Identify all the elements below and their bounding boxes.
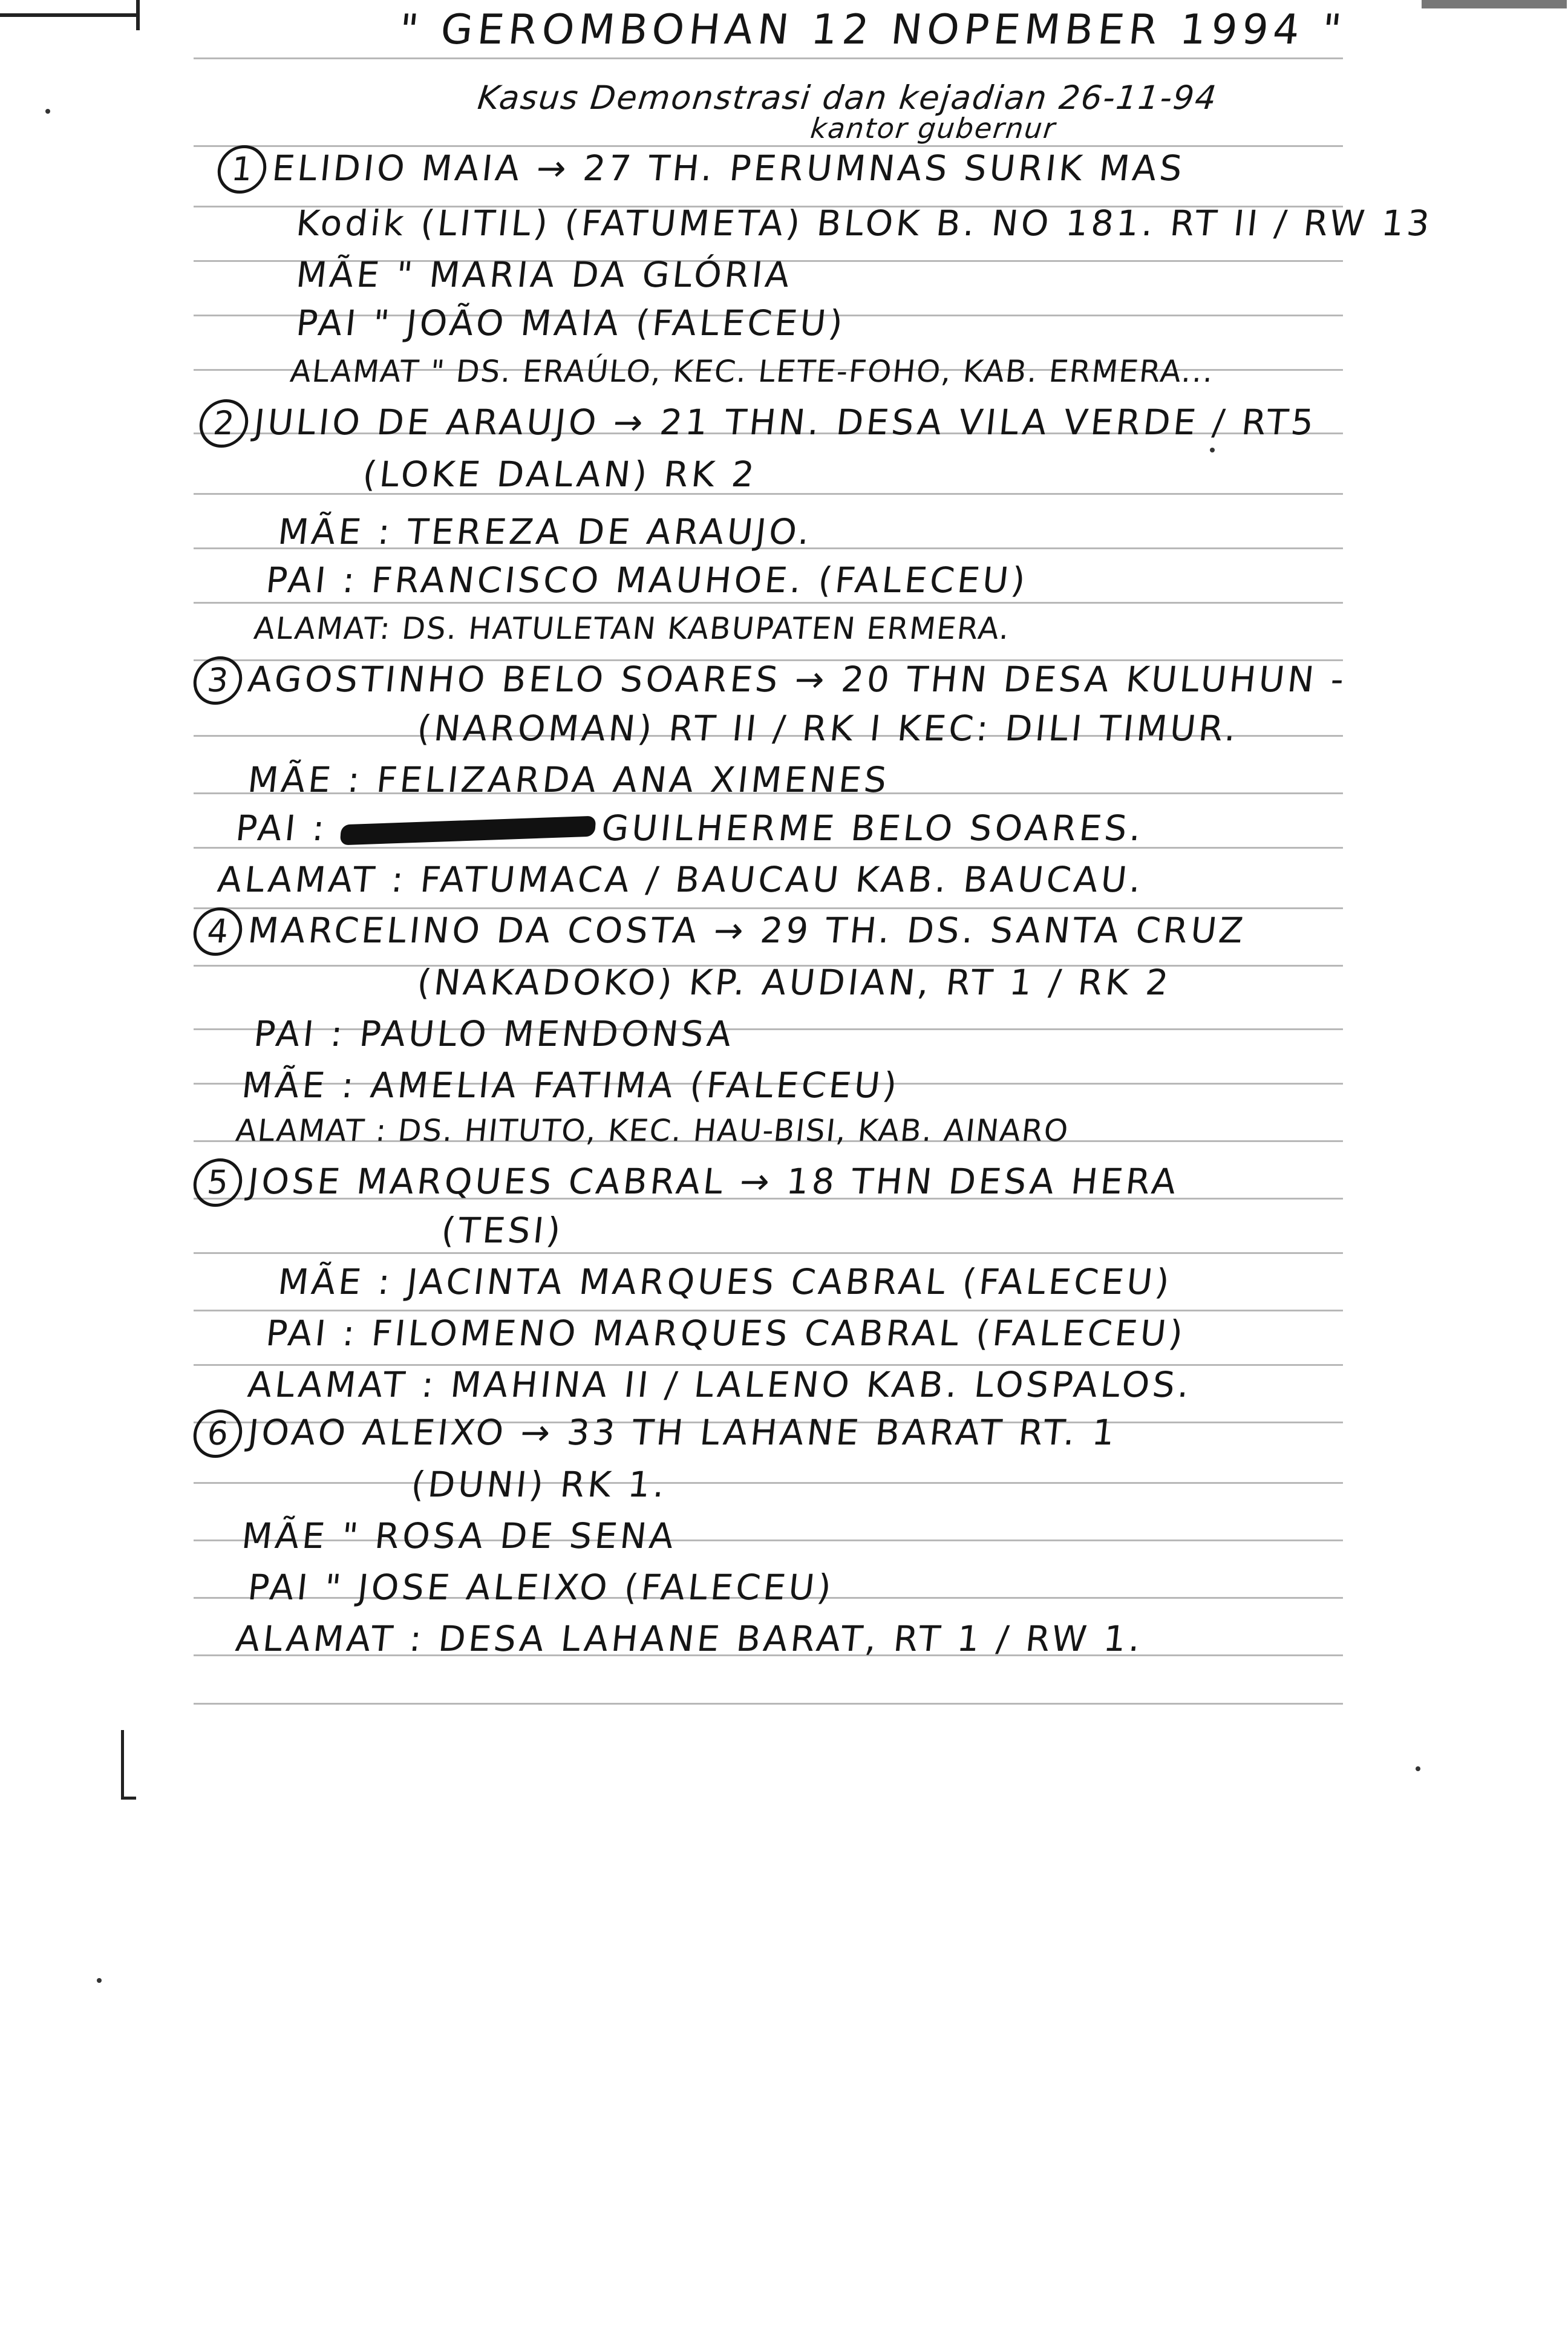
- entry-number: 3: [191, 656, 244, 705]
- entry-5-mother: MÃE : JACINTA MARQUES CABRAL (FALECEU): [276, 1261, 1175, 1302]
- entry-4-alias: (NAKADOKO) KP. AUDIAN, RT 1 / RK 2: [415, 962, 1174, 1003]
- entry-name: JOAO ALEIXO → 33 TH LAHANE BARAT RT. 1: [246, 1412, 1120, 1453]
- ruled-line: [194, 1703, 1343, 1705]
- entry-number: 4: [191, 907, 244, 956]
- entry-name: JOSE MARQUES CABRAL → 18 THN DESA HERA: [246, 1161, 1181, 1202]
- entry-4-father: PAI : PAULO MENDONSA: [252, 1013, 737, 1054]
- scan-speck: [45, 109, 50, 114]
- entry-6-name-line: [191, 1409, 1120, 1458]
- entry-number: 6: [191, 1409, 244, 1458]
- entry-1-address: ALAMAT " DS. ERAÚLO, KEC. LETE-FOHO, KAB. ERMERA...: [288, 354, 1217, 389]
- scan-edge-mark: [1422, 0, 1567, 8]
- entry-3-name-line: [191, 656, 1349, 705]
- entry-number: 1: [215, 145, 269, 194]
- entry-4-mother: MÃE : AMELIA FATIMA (FALECEU): [240, 1065, 902, 1106]
- entry-3-alias: (NAROMAN) RT II / RK I KEC: DILI TIMUR.: [415, 708, 1241, 749]
- ruled-line: [194, 57, 1343, 59]
- scan-edge-mark: [0, 0, 139, 17]
- entry-4-address: ALAMAT : DS. HITUTO, KEC. HAU-BISI, KAB. AINARO: [234, 1113, 1071, 1148]
- scan-edge-mark: [136, 0, 140, 30]
- entry-3-father-line: [234, 808, 1146, 849]
- entry-name: MARCELINO DA COSTA → 29 TH. DS. SANTA CRUZ: [246, 910, 1249, 951]
- entry-1-name-line: [215, 145, 1187, 194]
- entry-5-name-line: [191, 1158, 1181, 1207]
- ruled-line: [194, 1482, 1343, 1484]
- entry-5-father: PAI : FILOMENO MARQUES CABRAL (FALECEU): [264, 1313, 1188, 1354]
- ruled-line: [194, 1252, 1343, 1254]
- entry-4-name-line: [191, 907, 1249, 956]
- entry-1-mother: MÃE " MARIA DA GLÓRIA: [294, 254, 795, 295]
- ruled-line: [194, 1310, 1343, 1311]
- scan-speck: [1416, 1766, 1420, 1771]
- entry-6-address: ALAMAT : DESA LAHANE BARAT, RT 1 / RW 1.: [234, 1618, 1146, 1659]
- entry-5-alias: (TESI): [439, 1210, 566, 1251]
- margin-bracket: [121, 1730, 136, 1800]
- page-subtitle: Kasus Demonstrasi dan kejadian 26-11-94: [475, 79, 1220, 117]
- entry-3-father-prefix: PAI :: [234, 808, 330, 849]
- entry-2-mother: MÃE : TEREZA DE ARAUJO.: [276, 511, 815, 552]
- entry-2-father: PAI : FRANCISCO MAUHOE. (FALECEU): [264, 560, 1030, 601]
- entry-3-father: GUILHERME BELO SOARES.: [599, 808, 1146, 849]
- entry-name: JULIO DE ARAUJO → 21 THN. DESA VILA VERDE / RT5: [252, 402, 1319, 443]
- entry-2-name-line: [197, 399, 1319, 448]
- entry-number: 2: [197, 399, 250, 448]
- entry-1-alias: Kodik (LITIL) (FATUMETA) BLOK B. NO 181. RT II / RW 13: [294, 203, 1435, 244]
- entry-3-mother: MÃE : FELIZARDA ANA XIMENES: [246, 759, 892, 800]
- entry-2-alias: (LOKE DALAN) RK 2: [361, 454, 759, 495]
- entry-6-father: PAI " JOSE ALEIXO (FALECEU): [246, 1567, 837, 1608]
- page-title: " GEROMBOHAN 12 NOPEMBER 1994 ": [396, 6, 1348, 54]
- entry-name: ELIDIO MAIA → 27 TH. PERUMNAS SURIK MAS: [270, 148, 1187, 189]
- entry-name: AGOSTINHO BELO SOARES → 20 THN DESA KULUHUN -: [246, 659, 1349, 700]
- entry-5-address: ALAMAT : MAHINA II / LALENO KAB. LOSPALOS.: [246, 1364, 1195, 1405]
- entry-1-father: PAI " JOÃO MAIA (FALECEU): [294, 302, 848, 344]
- entry-3-address: ALAMAT : FATUMACA / BAUCAU KAB. BAUCAU.: [215, 859, 1146, 900]
- entry-6-mother: MÃE " ROSA DE SENA: [240, 1515, 679, 1556]
- entry-2-address: ALAMAT: DS. HATULETAN KABUPATEN ERMERA.: [252, 611, 1013, 646]
- ruled-line: [194, 602, 1343, 604]
- page-subtitle-2: kantor gubernur: [809, 112, 1058, 145]
- crossed-out-word: [340, 816, 596, 846]
- scan-speck: [97, 1978, 102, 1983]
- scan-speck: [1210, 448, 1215, 452]
- entry-6-alias: (DUNI) RK 1.: [409, 1464, 670, 1505]
- entry-number: 5: [191, 1158, 244, 1207]
